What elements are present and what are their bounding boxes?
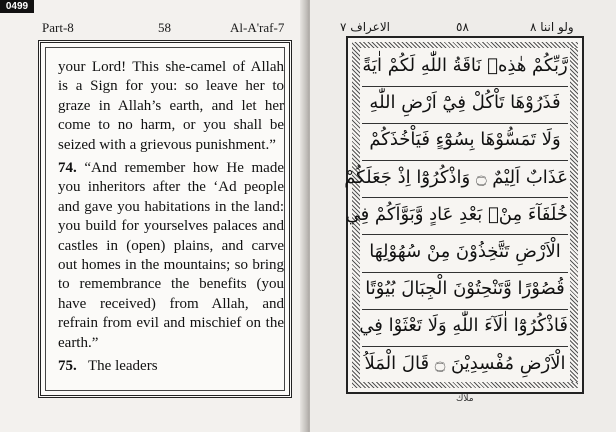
- image-id-badge: 0499: [0, 0, 34, 13]
- verse-74-text: “And remember how He made you inheritors after the ‘Ad people and gave you habitations in the land: you build for yourselves palaces and castles in (open) plains, and carve out homes in the mountains; so bring to remembrance the benefits (you have received) from Allah, and refrain from evil and mischief on the earth.”: [58, 160, 284, 351]
- arabic-line: فَذَرُوْهَا تَاْكُلْ فِيْٓ اَرْضِ اللّٰهِ: [362, 85, 568, 124]
- arabic-line: الْاَرْضِ تَتَّخِذُوْنَ مِنْ سُهُوْلِهَا: [362, 234, 568, 273]
- arabic-line: فَاذْكُرُوْٓا اٰلَآءَ اللّٰهِ وَلَا تَعْثَوْا فِي: [362, 308, 568, 347]
- arabic-page-number: ٥٨: [456, 20, 469, 34]
- arabic-line: رَّبِّكُمْ هٰذِهٖ نَاقَةُ اللّٰهِ لَكُمْ اٰيَةً: [362, 48, 568, 87]
- arabic-line: قُصُوْرًا وَّتَنْحِتُوْنَ الْجِبَالَ بُيُوْتًا: [362, 271, 568, 310]
- surah-label: Al-A'raf-7: [230, 20, 285, 35]
- paragraph-75: [58, 357, 284, 376]
- paragraph-74: [58, 159, 284, 353]
- arabic-line: وَلَا تَمَسُّوْهَا بِسُوْٓءٍ فَيَاْخُذَكُمْ: [362, 122, 568, 161]
- left-page: [0, 0, 306, 432]
- arabic-part-label: ولو اننا ٨: [530, 20, 574, 34]
- translation-frame: [38, 40, 292, 398]
- page-footer-mark: ملاك: [456, 394, 474, 404]
- frame-inner-border: [45, 47, 285, 391]
- page-number: 58: [158, 20, 171, 35]
- arabic-line: عَذَابٌ اَلِيْمٌ ۝ وَاذْكُرُوْٓا اِذْ جَعَلَكُمْ: [362, 160, 568, 199]
- arabic-line: الْاَرْضِ مُفْسِدِيْنَ ۝ قَالَ الْمَلَاُ: [364, 352, 566, 374]
- verse-number-75: 75.: [58, 358, 77, 375]
- verse-number-74: 74.: [58, 160, 77, 177]
- part-label: Part-8: [42, 20, 74, 35]
- translation-text: [58, 58, 284, 377]
- ornament-border-right: [570, 42, 578, 388]
- verse-75-text: The leaders: [88, 358, 158, 375]
- arabic-frame: [346, 36, 584, 394]
- arabic-text-area: [344, 48, 568, 382]
- arabic-line: خُلَفَآءَ مِنْۢ بَعْدِ عَادٍ وَّبَوَّاَكُمْ فِي: [362, 197, 568, 236]
- paragraph-1: your Lord! This she-camel of Allah is a Sign for you: so leave her to graze in Allah’s earth, and let her come to no harm, or you shall be seized with a grievous punishment.”: [58, 59, 284, 153]
- arabic-surah-label: الاعراف ٧: [340, 20, 390, 34]
